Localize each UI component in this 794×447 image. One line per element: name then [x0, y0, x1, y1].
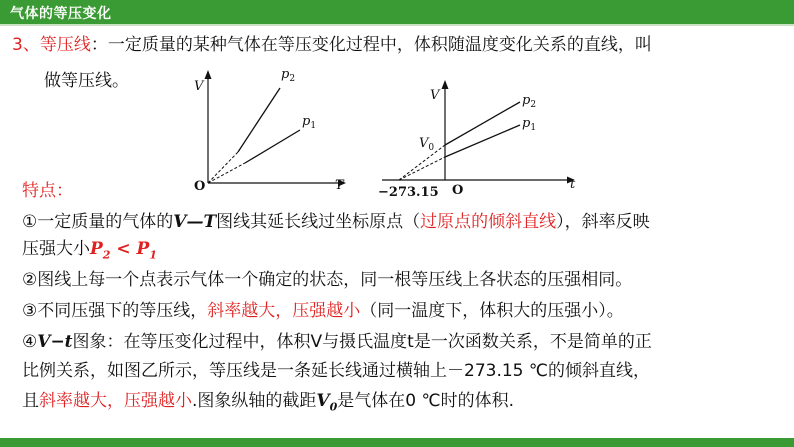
- definition-number: 3、: [12, 35, 40, 55]
- intercept-label: −273.15: [378, 185, 439, 200]
- feature-item-1-line-2: [22, 238, 157, 266]
- p1-label: $p_1$: [522, 116, 537, 133]
- definition-line-1: [12, 34, 652, 56]
- definition-term: 等压线: [39, 35, 91, 55]
- p1-label: $p_1$: [302, 114, 317, 131]
- v-axis-arrow: [205, 70, 212, 79]
- header-underline: [0, 24, 794, 26]
- t-axis-label: T: [335, 178, 344, 193]
- v-axis-arrow: [442, 80, 449, 89]
- p2-label: $p_2$: [522, 93, 537, 110]
- p2-line: [238, 88, 280, 152]
- vt-symbol: V—T: [173, 212, 217, 232]
- v0-symbol: $V_0$: [316, 391, 338, 414]
- feature-item-1-text-2: 图线其延长线过坐标原点（: [216, 212, 421, 232]
- definition-line-2: 做等压线。: [44, 71, 129, 91]
- feature-item-3: [22, 300, 624, 322]
- origin-label: O: [194, 179, 206, 194]
- feature-item-4-number: ④: [22, 332, 38, 352]
- p2-extension: [208, 152, 238, 183]
- feature-item-2: ②图线上每一个点表示气体一个确定的状态，同一根等压线上各状态的压强相同。: [22, 270, 633, 290]
- page-title: 气体的等压变化: [10, 6, 112, 22]
- v-axis-label: V: [430, 88, 440, 103]
- feature-item-4-highlight: 斜率越大，压强越小: [39, 391, 192, 411]
- figure-v-t-celsius-graph: [370, 72, 590, 207]
- v0-label: $V_0$: [419, 136, 435, 153]
- feature-item-1-text: ①一定质量的气体的: [22, 212, 174, 232]
- feature-item-4-text-4: 是气体在0 ℃时的体积.: [337, 391, 514, 411]
- header-bar: [0, 0, 794, 24]
- p1-extension: [399, 157, 445, 180]
- feature-item-1-text-3: ），斜率反映: [556, 212, 650, 232]
- feature-item-3-text: ③不同压强下的等压线，: [22, 301, 208, 321]
- p1-extension: [208, 163, 245, 183]
- footer-bar: [0, 438, 794, 447]
- t-axis-label: t: [570, 177, 576, 192]
- feature-item-3-highlight: 斜率越大，压强越小: [207, 301, 361, 321]
- feature-item-4-line-1: [22, 331, 652, 353]
- pressure-compare: $P_2 < P_1$: [90, 239, 157, 262]
- feature-item-4-text-2: 且: [22, 391, 39, 411]
- feature-item-1-line-1: [22, 211, 650, 233]
- origin-label: O: [452, 183, 464, 198]
- p2-line: [445, 102, 520, 145]
- feature-item-4-line-3: [22, 390, 514, 418]
- v-axis-label: V: [194, 79, 204, 94]
- features-heading: 特点：: [22, 181, 73, 201]
- feature-item-4-line-2: 比例关系，如图乙所示，等压线是一条延长线通过横轴上－273.15 ℃的倾斜直线，: [22, 361, 650, 381]
- feature-item-1-text-4: 压强大小: [22, 239, 90, 259]
- p2-label: $p_2$: [281, 67, 296, 84]
- vt-celsius-symbol: V−t: [37, 332, 73, 352]
- figure-v-t-graph: [180, 58, 360, 198]
- feature-item-1-highlight: 过原点的倾斜直线: [420, 212, 557, 232]
- feature-item-3-text-2: （同一温度下，体积大的压强小）。: [360, 301, 624, 321]
- feature-item-4-text: 图象：在等压变化过程中，体积V与摄氏温度t是一次函数关系，不是简单的正: [72, 332, 652, 352]
- p1-line: [445, 125, 520, 157]
- feature-item-4-text-3: .图象纵轴的截距: [192, 391, 317, 411]
- p1-line: [245, 130, 300, 163]
- definition-text: ：一定质量的某种气体在等压变化过程中，体积随温度变化关系的直线，叫: [90, 35, 652, 55]
